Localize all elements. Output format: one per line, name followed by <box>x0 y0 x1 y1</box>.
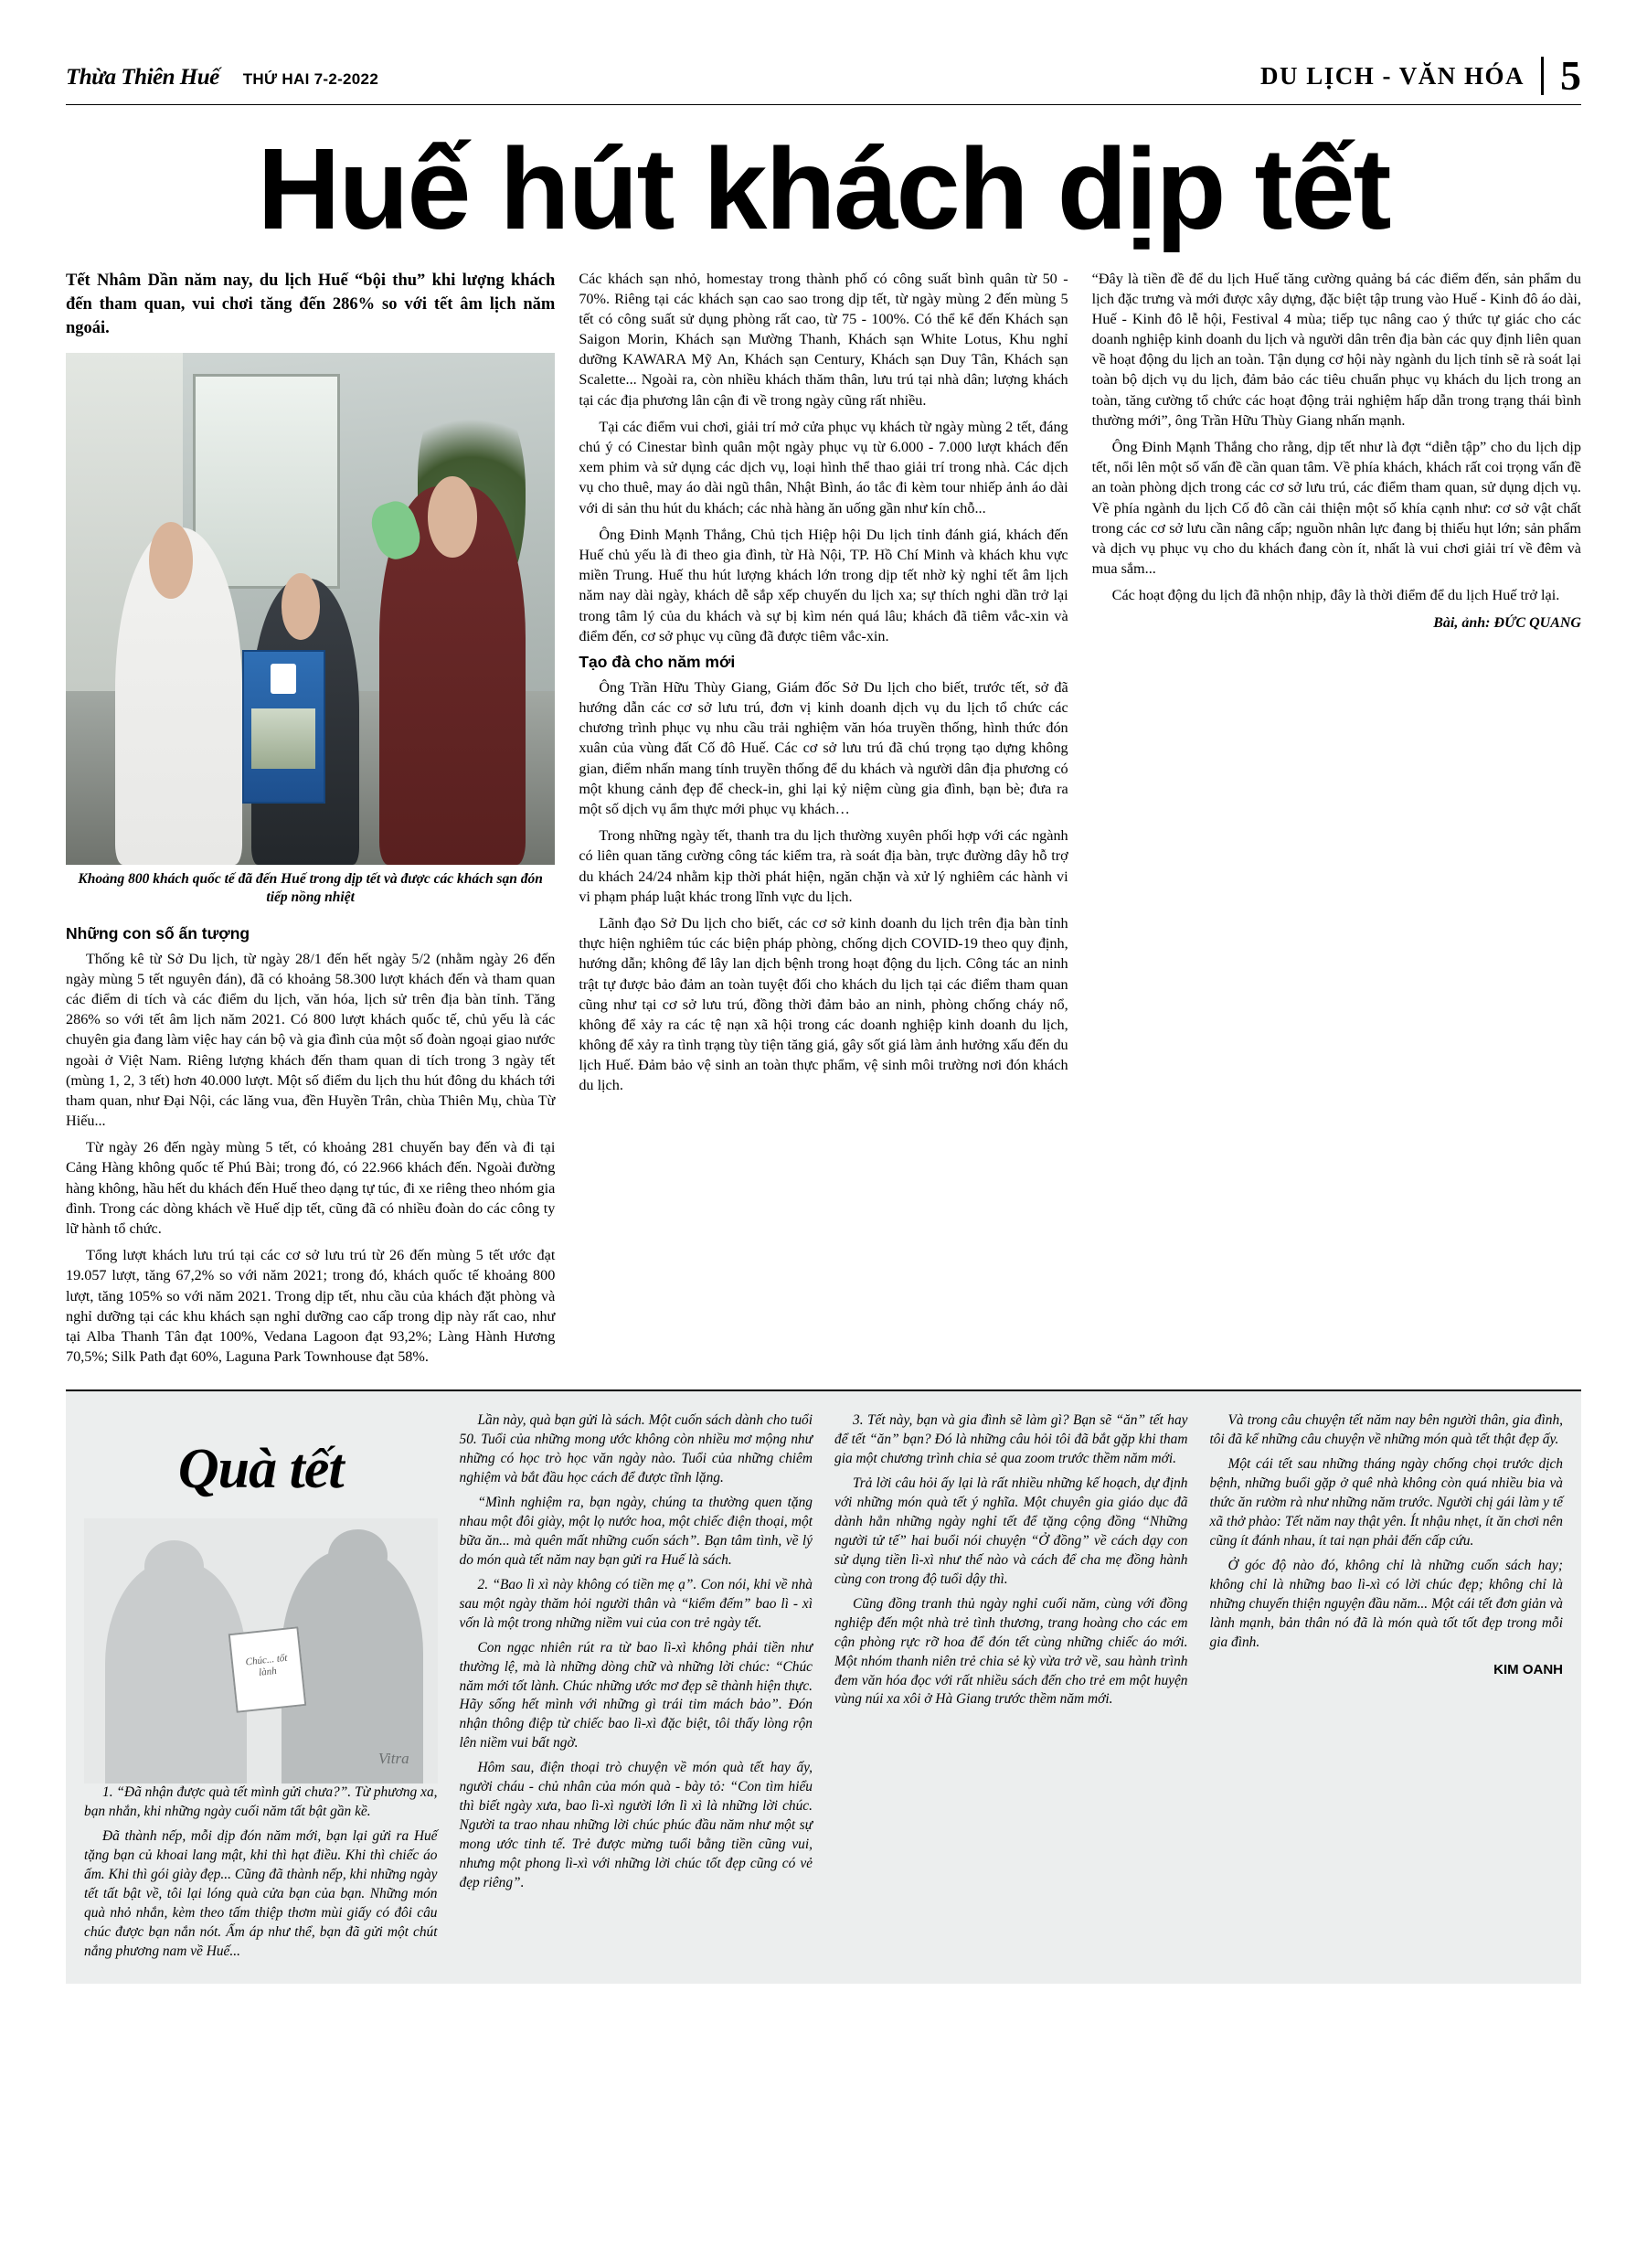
photo-image <box>66 353 555 865</box>
paragraph: Ở góc độ nào đó, không chỉ là những cuốn sách hay; không chỉ là những bao lì-xì có lời chúc đẹp; không chỉ là những chuyến thiện nguyện đầu năm... Một cái tết đơn giản và lành mạnh, bản thân nó đã là món quà tốt tốt đẹp trong mỗi gia đình. <box>1209 1557 1563 1650</box>
paragraph: Đã thành nếp, mỗi dịp đón năm mới, bạn lại gửi ra Huế tặng bạn củ khoai lang mật, khi thì hạt điều. Khi thì chiếc áo ấm. Khi thì gói giày đẹp... Cũng đã thành nếp, khi những ngày tết tất bật về, tôi lại lóng quà cửa bạn của bạn. Những món quà nhỏ nhắn, kèm theo tấm thiệp thơm mùi giấy có đôi câu chúc được bạn nắn nót. Ấm áp như thể, bạn đã gửi một chút nắng phương nam về Huế... <box>84 1828 438 1959</box>
paragraph: “Đây là tiền đề để du lịch Huế tăng cường quảng bá các điểm đến, sản phẩm du lịch đặc trưng và mới được xây dựng, đặc biệt tập trung vào Huế - Kinh đô áo dài, Huế - Kinh đô lễ hội, Festival 4 mùa; tiếp tục nâng cao ý thức tự giác cho các doanh nghiệp kinh doanh du lịch và người dân trên địa bàn các quy định liên quan về hoạt động du lịch an toàn. Tận dụng cơ hội này ngành du lịch tỉnh sẽ rà soát lại toàn bộ dịch vụ du lịch, đảm bảo các tiêu chuẩn phục vụ khách du lịch trong an toàn, tăng cường tổ chức các hoạt động trải nghiệm hấp dẫn trong trạng thái bình thường mới”, ông Trần Hữu Thùy Giang nhấn mạnh. <box>1091 270 1581 429</box>
section-heading-2: Tạo đà cho năm mới <box>579 652 736 671</box>
article-byline: Bài, ảnh: ĐỨC QUANG <box>1433 614 1581 631</box>
feature-column-3 <box>834 1411 1188 1966</box>
feature-title: Quà tết <box>177 1438 344 1501</box>
main-article <box>66 269 1581 1374</box>
illustration-figure-right-head <box>328 1529 388 1582</box>
article-photo <box>66 353 555 916</box>
paragraph: Tổng lượt khách lưu trú tại các cơ sở lưu trú từ 26 đến mùng 5 tết ước đạt 19.057 lượt, tăng 67,2% so với năm 2021; trong đó, khách quốc tế khoảng 800 lượt, tăng 105% so với năm 2021. Trong dịp tết, nhu cầu của khách đặt phòng và nghỉ dưỡng tại các khu khách sạn nghỉ dưỡng cao cấp trong dịp này rất cao, như tại Alba Thanh Tân đạt 100%, Vedana Lagoon đạt 93,2%; Làng Hành Hương 70,5%; Silk Path đạt 60%, Laguna Park Townhouse đạt 58%. <box>66 1247 556 1366</box>
paragraph: “Mình nghiệm ra, bạn ngày, chúng ta thường quen tặng nhau một đôi giày, một lọ nước hoa, một chiếc điện thoại, một bữa ăn... mà quên mất những cuốn sách”. Bạn tâm tình, về lý do món quà tết năm nay bạn gửi ra Huế là sách. <box>459 1495 813 1568</box>
illustration-signature: Vitra <box>377 1749 409 1767</box>
paragraph: Tại các điểm vui chơi, giải trí mở cửa phục vụ khách từ ngày mùng 2 tết, đáng chú ý có Cinestar bình quân một ngày phục vụ từ 6.000 - 7.000 lượt khách đến xem phim và sử dụng các dịch vụ, loại hình thể thao giải trí trong nhà. Các dịch vụ cho thuê, may áo dài ngũ thân, Nhật Bình, áo tắc đi kèm tour nhiếp ảnh áo dài với di sản thu hút du khách; các nhà hàng ăn uống gần như kín chỗ... <box>579 418 1068 516</box>
masthead-left <box>66 65 378 91</box>
paragraph: Từ ngày 26 đến ngày mùng 5 tết, có khoảng 281 chuyến bay đến và đi tại Cảng Hàng không quốc tế Phú Bài; trong đó, có 22.966 khách đến. Ngoài đường hàng không, hầu hết du khách đến Huế theo dạng tự túc, đi xe riêng theo nhóm gia đình. Trong các dòng khách về Huế dịp tết, cũng đã có nhiều đoàn do các công ty lữ hành tổ chức. <box>66 1139 556 1238</box>
masthead-right <box>1259 52 1581 99</box>
photo-gift-bag-logo <box>271 664 296 694</box>
article-column-2 <box>579 269 1068 1102</box>
section-heading-1: Những con số ấn tượng <box>66 923 250 942</box>
paragraph: Ông Trần Hữu Thùy Giang, Giám đốc Sở Du lịch cho biết, trước tết, sở đã hướng dẫn các cơ sở lưu trú, đơn vị kinh doanh dịch vụ du lịch tổ chức các chương trình phục vụ nhu cầu trải nghiệm văn hóa truyền thống, hình thức đón xuân của vùng đất Cố đô Huế. Các cơ sở lưu trú đã chú trọng tạo dựng không gian, điểm nhấn mang tính truyền thống để du khách và người dân địa phương có một khung cảnh đẹp để check-in, ghi lại kỷ niệm cùng gia đình, bạn bè; đưa ra một số dịch vụ ẩm thực mới phục vụ khách… <box>579 678 1068 818</box>
paragraph: 1. “Đã nhận được quà tết mình gửi chưa?”. Từ phương xa, bạn nhắn, khi những ngày cuối năm tất bật gần kề. <box>84 1784 438 1820</box>
illustration-book-text: Chúc... tốt lành <box>245 1652 289 1679</box>
paragraph: Ông Đinh Mạnh Thắng cho rằng, dịp tết như là đợt “diễn tập” cho du lịch dịp tết, nổi lên một số vấn đề cần quan tâm. Về phía khách, khách rất coi trọng vấn đề an toàn phòng dịch trong các cơ sở lưu trú, các điểm tham quan, sử dụng dịch vụ. Về phía ngành du lịch Cố đô cần cải thiện một số khía cạnh như: cơ sở vật chất trong các cơ sở lưu cần nâng cấp; nguồn nhân lực đang bị thiếu hụt lớn; sản phẩm và dịch vụ phục vụ cho du khách đang còn ít, nhất là vui chơi giải trí về đêm và mua sắm... <box>1091 439 1581 578</box>
illustration-figure-left <box>105 1561 247 1784</box>
photo-caption: Khoảng 800 khách quốc tế đã đến Huế trong dịp tết và được các khách sạn đón tiếp nồng nhiệt <box>78 871 543 906</box>
paragraph: Thống kê từ Sở Du lịch, từ ngày 28/1 đến hết ngày 5/2 (nhằm ngày 26 đến ngày mùng 5 tết nguyên đán), đã có khoảng 58.300 lượt khách đến và tham quan các điểm di tích và các điểm du lịch, văn hóa, lịch sử trên địa bàn tỉnh. Tăng 286% so với tết âm lịch năm 2021. Có 800 lượt khách quốc tế, chủ yếu là các chuyên gia đang làm việc hay cán bộ và gia đình của một số đoàn ngoại giao nước ngoài ở Việt Nam. Riêng lượng khách đến tham quan di tích trong 3 ngày tết (mùng 1, 2, 3 tết) hơn 40.000 lượt. Một số điểm du lịch thu hút đông du khách tới tham quan, như Đại Nội, các lăng vua, đền Huyền Trân, chùa Thiên Mụ, chùa Từ Hiếu... <box>66 950 556 1130</box>
article-lede: Tết Nhâm Dần năm nay, du lịch Huế “bội thu” khi lượng khách đến tham quan, vui chơi tăng đến 286% so với tết âm lịch năm ngoái. <box>66 271 556 338</box>
paragraph: Và trong câu chuyện tết năm nay bên người thân, gia đình, tôi đã kể những câu chuyện về những món quà tết thật đẹp ấy. <box>1209 1412 1563 1448</box>
paragraph: Cũng đồng tranh thủ ngày nghỉ cuối năm, cùng với đồng nghiệp đến một nhà trẻ tình thương, trang hoàng cho các em cận phòng rực rỡ hoa để đón tết cùng những chiếc áo mới. Một nhóm thanh niên trẻ chia sẻ kỳ vừa trở về, sau hành trình đem văn hóa đọc với rất nhiều sách đến cho trẻ em một huyện vùng núi xa xôi ở Hà Giang trước thềm năm mới. <box>834 1595 1188 1708</box>
feature-column-1 <box>84 1411 438 1966</box>
illustration-book <box>228 1626 307 1713</box>
paragraph: Hôm sau, điện thoại trò chuyện về món quà tết hay ấy, người cháu - chủ nhân của món quà - bày tỏ: “Con tìm hiểu thì biết ngày xưa, bao lì-xì người lớn lì xì là những lời chúc. Người ta trao nhau những lời chúc phúc đầu năm như một sự mong ước tinh tế. Trẻ được mừng tuổi bằng tiền cũng vui, nhưng một phong lì-xì với những lời chúc tốt đẹp cũng có vẻ đẹp riêng”. <box>459 1760 813 1890</box>
paragraph: 3. Tết này, bạn và gia đình sẽ làm gì? Bạn sẽ “ăn” tết hay để tết “ăn” bạn? Đó là những câu hỏi tôi đã bắt gặp khi tham gia một chương trình chia sẻ qua zoom trước thềm năm mới. <box>834 1412 1188 1467</box>
illustration-figure-left-head <box>144 1540 205 1593</box>
paper-name: Thừa Thiên Huế <box>66 64 219 90</box>
paragraph: Một cái tết sau những tháng ngày chống chọi trước dịch bệnh, những buổi gặp ở quê nhà không còn quá nhiều bia và thức ăn rườm rà như những năm trước. Người chị gái làm y tế xã thở phào: Tết năm nay thật yên. Ít nhậu nhẹt, ít ăn chơi nên cũng ít đánh nhau, ít tai nạn phải đến cấp cứu. <box>1209 1456 1563 1549</box>
article-headline: Huế hút khách dịp tết <box>257 124 1390 253</box>
masthead <box>66 52 1581 102</box>
photo-head-guest-woman <box>282 573 321 640</box>
photo-gift-bag-picture <box>251 708 315 769</box>
paragraph: Các khách sạn nhỏ, homestay trong thành phố có công suất bình quân từ 50 - 70%. Riêng tại các khách sạn cao sao trong dịp tết, từ ngày mùng 2 đến mùng 5 tết có công suất sử dụng phòng rất cao, từ 75 - 100%. Có thể kể đến Khách sạn Saigon Morin, Khách sạn Mường Thanh, Khách sạn White Lotus, Khu nghỉ dưỡng KAWARA Mỹ An, Khách sạn Century, Khách sạn Duy Tân, Khách sạn Scalette... Ngoài ra, còn nhiều khách thăm thân, lưu trú tại nhà dân; lượng khách tại các địa phương lân cận đi về trong ngày cũng rất nhiều. <box>579 270 1068 409</box>
feature-illustration <box>84 1518 438 1784</box>
article-column-1 <box>66 269 555 1374</box>
feature-column-2 <box>460 1411 813 1966</box>
photo-gift-bag <box>242 650 325 804</box>
article-column-3 <box>1092 269 1581 632</box>
issue-date: THỨ HAI 7-2-2022 <box>242 69 379 88</box>
photo-head-guest-man <box>428 476 477 559</box>
feature-byline: KIM OANH <box>1493 1661 1563 1677</box>
paragraph: Trả lời câu hỏi ấy lại là rất nhiều những kế hoạch, dự định với những món quà tết ý nghĩa. Một chuyên gia giáo dục đã dành hẳn những ngày nghỉ tết để tặng cộng đồng “Những người tử tế” hai buổi nói chuyện “Ở đồng” về cách dạy con sử dụng tiền lì-xì như thế nào và cách để cha mẹ đồng hành cùng con trong độ tuổi dậy thì. <box>834 1475 1188 1587</box>
paragraph: Con ngạc nhiên rút ra từ bao lì-xì không phải tiền như thường lệ, mà là những dòng chữ và những lời chúc: “Chúc năm mới tốt lành. Chúc những ước mơ đẹp sẽ thành hiện thực. Hãy sống hết mình với những gì trái tim mách bảo”. Đón nhận thông điệp từ chiếc bao lì-xì đặc biệt, tôi thấy lòng rộn lên niềm vui bất ngờ. <box>459 1639 813 1752</box>
paragraph: Trong những ngày tết, thanh tra du lịch thường xuyên phối hợp với các ngành có liên quan tăng cường công tác kiểm tra, rà soát địa bàn, trực đường dây hỗ trợ du khách 24/24 nhằm kịp thời phát hiện, ngăn chặn và xử lý nghiêm các hành vi vi phạm pháp luật khác trong lĩnh vực du lịch. <box>579 827 1068 905</box>
photo-head-staff <box>149 522 193 599</box>
paragraph: 2. “Bao lì xì này không có tiền mẹ ạ”. Con nói, khi về nhà sau một ngày thăm hỏi người thân và “kiểm đếm” bao lì - xì vốn là một trong những niềm vui của con trẻ ngày tết. <box>459 1576 813 1631</box>
paragraph: Các hoạt động du lịch đã nhộn nhịp, đây là thời điểm để du lịch Huế trở lại. <box>1111 587 1560 604</box>
feature-column-4 <box>1210 1411 1564 1966</box>
section-title: DU LỊCH - VĂN HÓA <box>1259 61 1525 90</box>
masthead-rule <box>66 104 1581 105</box>
paragraph: Lãnh đạo Sở Du lịch cho biết, các cơ sở kinh doanh du lịch trên địa bàn tỉnh thực hiện nghiêm túc các biện pháp phòng, chống dịch COVID-19 theo quy định, hướng dẫn; không để lây lan dịch bệnh trong hoạt động du lịch. Công tác an ninh trật tự được bảo đảm an toàn tuyệt đối cho khách du lịch tại các điểm tham quan cũng như tại cơ sở lưu trú, đồng thời đảm bảo an ninh, phòng chống cháy nổ, không để xảy ra các tệ nạn xã hội trong các doanh nghiệp kinh doanh du lịch, không để xảy ra tình trạng tùy tiện tăng giá, gây sốt giá làm ảnh hưởng xấu đến du lịch Huế. Đảm bảo vệ sinh an toàn thực phẩm, vệ sinh môi trường nơi đón khách du lịch. <box>579 914 1068 1094</box>
masthead-divider <box>1541 57 1544 95</box>
paragraph: Ông Đinh Mạnh Thắng, Chủ tịch Hiệp hội Du lịch tỉnh đánh giá, khách đến Huế chủ yếu là đi theo gia đình, từ Hà Nội, TP. Hồ Chí Minh và khách khu vực miền Trung. Huế thu hút lượng khách lớn trong dịp tết nhờ kỳ nghỉ tết âm lịch năm nay dài ngày, khách dễ sắp xếp chuyến du lịch xa; sự thích nghi dần trở lại trong tâm lý của du khách và sự bị kìm nén quá lâu; khách đã tiêm vắc-xin và điểm đến, cơ sở phục vụ cũng đã được tiêm vắc-xin. <box>579 526 1068 644</box>
feature-article <box>66 1390 1581 1983</box>
paragraph: Lần này, quà bạn gửi là sách. Một cuốn sách dành cho tuổi 50. Tuổi của những mong ước không còn nhiều mơ mộng như những có học trò học văn ngày nào. Tuổi của những chiêm nghiệm và bắt đầu học cách để được tĩnh lặng. <box>459 1412 813 1486</box>
page-number: 5 <box>1560 52 1581 99</box>
